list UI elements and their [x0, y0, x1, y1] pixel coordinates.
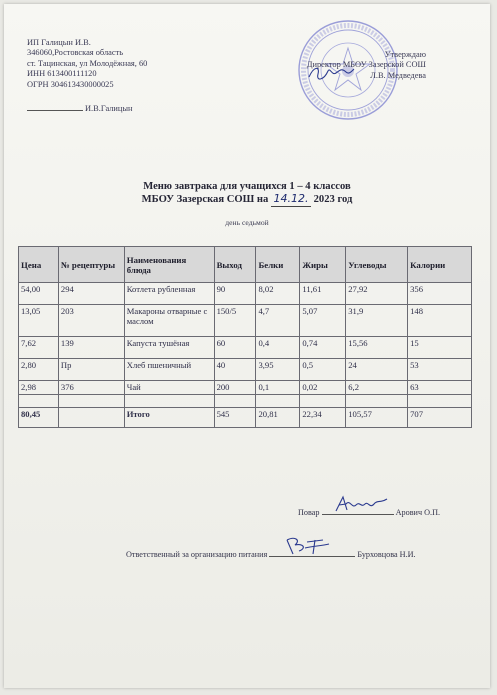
org-line: ИНН 613400111120 [27, 69, 97, 79]
cell-carbs: 15,56 [346, 337, 408, 359]
header-cell: Цена [19, 247, 59, 283]
cell-output: 40 [214, 359, 256, 381]
responsible-signature-blank [269, 548, 355, 557]
approval-position: Директор МБОУ Зазерской СОШ [306, 60, 426, 70]
cell-dish: Макароны отварные с маслом [124, 305, 214, 337]
cell-protein: 4,7 [256, 305, 300, 337]
header-cell: Белки [256, 247, 300, 283]
table-total-row [19, 408, 472, 428]
total-price: 80,45 [19, 408, 59, 428]
org-line: ОГРН 304613430000025 [27, 79, 114, 89]
cell-price: 2,98 [19, 381, 59, 395]
table-row [19, 359, 472, 381]
responsible-signature [283, 534, 333, 558]
header-cell: № рецептуры [58, 247, 124, 283]
org-signature-line [27, 104, 147, 114]
cell-calories: 63 [408, 381, 472, 395]
cell-price: 7,62 [19, 337, 59, 359]
cell-dish: Котлета рубленная [124, 283, 214, 305]
cell-fat: 0,02 [300, 381, 346, 395]
cell-empty [408, 395, 472, 408]
cell-dish: Чай [124, 381, 214, 395]
cell-empty [19, 395, 59, 408]
cell-calories: 53 [408, 359, 472, 381]
cook-signature [334, 493, 390, 515]
total-protein: 20,81 [256, 408, 300, 428]
cook-label: Повар [298, 508, 320, 517]
cook-signature-line [298, 506, 440, 517]
cell-empty [256, 395, 300, 408]
cell-carbs: 27,92 [346, 283, 408, 305]
cell-empty [300, 395, 346, 408]
table-header-row [19, 247, 472, 283]
cell-carbs: 31,9 [346, 305, 408, 337]
cell-calories: 15 [408, 337, 472, 359]
organization-block [27, 38, 147, 114]
table-row [19, 305, 472, 337]
document-title [4, 181, 490, 207]
org-line: ст. Тацинская, ул Молодёжная, 60 [27, 58, 148, 68]
cell-fat: 0,74 [300, 337, 346, 359]
total-recipe [58, 408, 124, 428]
cell-output: 90 [214, 283, 256, 305]
org-signer: И.В.Галицын [85, 104, 133, 114]
menu-table [18, 246, 472, 428]
cell-empty [346, 395, 408, 408]
header-cell: Жиры [300, 247, 346, 283]
cell-price: 54,00 [19, 283, 59, 305]
cell-dish: Капуста тушёная [124, 337, 214, 359]
document-page [4, 4, 490, 688]
approval-heading: Утверждаю [384, 50, 426, 59]
cell-recipe: 294 [58, 283, 124, 305]
cell-dish: Хлеб пшеничный [124, 359, 214, 381]
title-line1: Меню завтрака для учащихся 1 – 4 классов [143, 181, 351, 192]
cell-price: 13,05 [19, 305, 59, 337]
org-line: 346060,Ростовская область [27, 48, 124, 58]
total-calories: 707 [408, 408, 472, 428]
director-signature [306, 62, 356, 84]
cell-fat: 11,61 [300, 283, 346, 305]
cook-signature-blank [322, 506, 394, 515]
org-line: ИП Галицын И.В. [27, 38, 91, 47]
cell-empty [58, 395, 124, 408]
header-cell: Углеводы [346, 247, 408, 283]
table-row-empty [19, 395, 472, 408]
total-fat: 22,34 [300, 408, 346, 428]
cell-output: 200 [214, 381, 256, 395]
table-row [19, 381, 472, 395]
cell-carbs: 6,2 [346, 381, 408, 395]
responsible-name: Бурховцова Н.И. [357, 550, 416, 559]
total-label: Итого [124, 408, 214, 428]
cell-protein: 3,95 [256, 359, 300, 381]
responsible-label: Ответственный за организацию питания [126, 550, 268, 559]
cell-output: 150/5 [214, 305, 256, 337]
header-cell: Калории [408, 247, 472, 283]
cell-recipe: 139 [58, 337, 124, 359]
cell-calories: 356 [408, 283, 472, 305]
cell-protein: 8,02 [256, 283, 300, 305]
total-output: 545 [214, 408, 256, 428]
responsible-signature-line [126, 548, 416, 559]
cell-recipe: 203 [58, 305, 124, 337]
table-row [19, 337, 472, 359]
cell-fat: 5,07 [300, 305, 346, 337]
cell-protein: 0,4 [256, 337, 300, 359]
cell-protein: 0,1 [256, 381, 300, 395]
document-subtitle: день седьмой [225, 218, 269, 227]
cell-recipe: 376 [58, 381, 124, 395]
table-row [19, 283, 472, 305]
cell-fat: 0,5 [300, 359, 346, 381]
cell-empty [124, 395, 214, 408]
cell-output: 60 [214, 337, 256, 359]
handwritten-date: 14.12. [271, 193, 311, 206]
header-cell: Наименования блюда [124, 247, 214, 283]
cell-empty [214, 395, 256, 408]
header-cell: Выход [214, 247, 256, 283]
cook-name: Арович О.П. [395, 508, 441, 517]
total-carbs: 105,57 [346, 408, 408, 428]
cell-price: 2,80 [19, 359, 59, 381]
title-line2-suffix: 2023 год [313, 194, 353, 206]
approval-name: Л.В. Медведева [370, 70, 426, 80]
title-line2-prefix: МБОУ Зазерская СОШ на [141, 194, 269, 206]
cell-recipe: Пр [58, 359, 124, 381]
signature-blank [27, 110, 83, 111]
cell-calories: 148 [408, 305, 472, 337]
cell-carbs: 24 [346, 359, 408, 381]
